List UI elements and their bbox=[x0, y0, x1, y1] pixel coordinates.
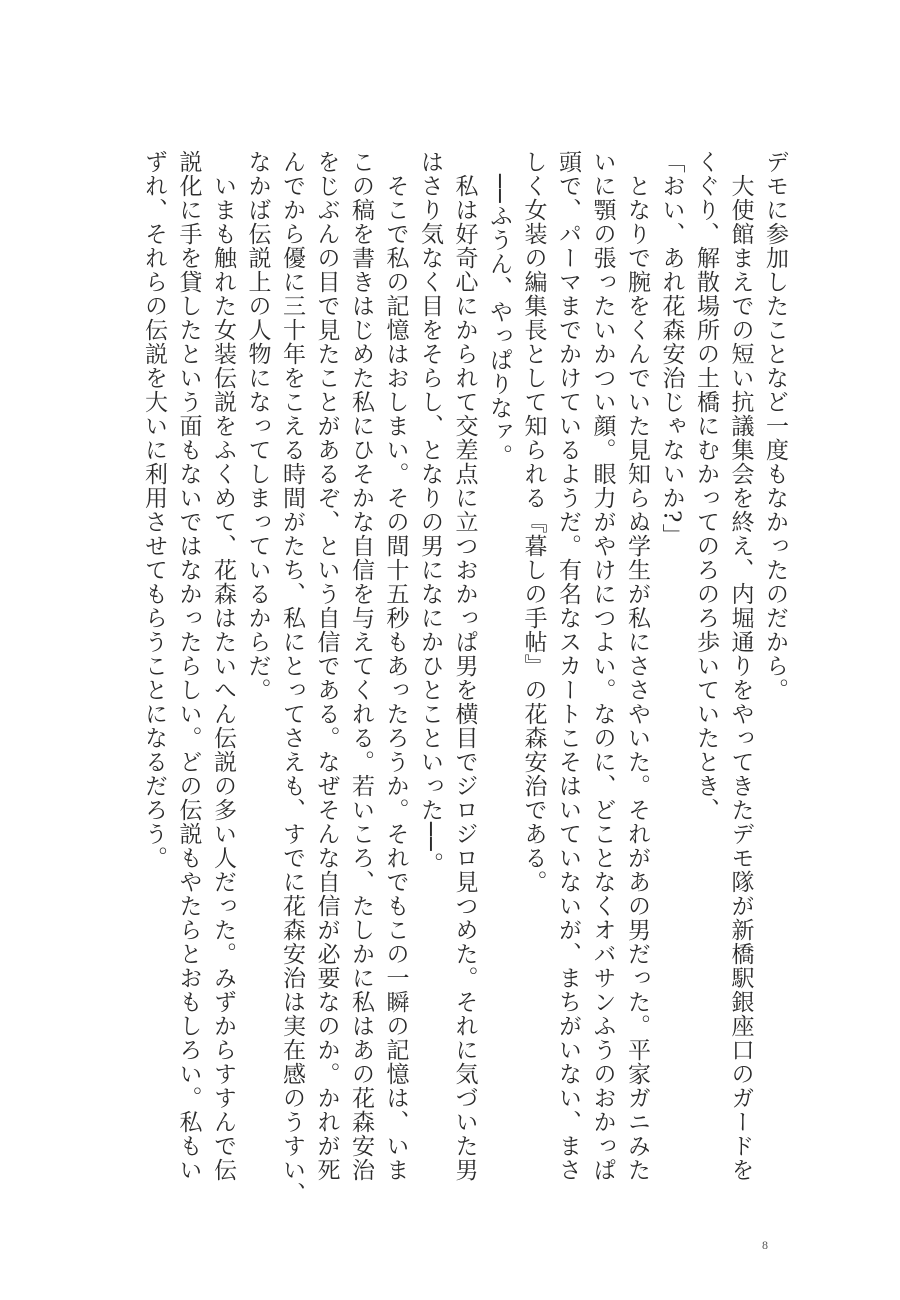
text-line: をじぶんの目で見たことがあるぞ、という自信である。なぜそんな自信が必要なのか。かれが死 bbox=[313, 150, 340, 1182]
text-line: はさり気なく目をそらし、となりの男になにかひとこといった──。 bbox=[417, 150, 443, 876]
text-line: 「おい、あれ花森安治じゃないか?」 bbox=[658, 150, 685, 548]
text-line: ずれ、それらの伝説を大いに利用させてもらうことになるだろう。 bbox=[141, 150, 167, 870]
text-line: んでから優に三十年をこえる時間がたち、私にとってさえも、すでに花森安治は実在感のうすい、 bbox=[279, 150, 305, 1206]
text-line: 大使館まえでの短い抗議集会を終え、内堀通りをやってきたデモ隊が新橋駅銀座口のガードを bbox=[727, 150, 754, 1182]
text-line: なかば伝説上の人物になってしまっているからだ。 bbox=[244, 150, 271, 702]
vertical-body-text bbox=[137, 150, 793, 1206]
text-line: 私は好奇心にかられて交差点に立つおかっぱ男を横目でジロジロ見つめた。それに気づいた男 bbox=[451, 150, 478, 1182]
text-line: いまも触れた女装伝説をふくめて、花森はたいへん伝説の多い人だった。みずからすすんで伝 bbox=[210, 150, 236, 1182]
text-line: 説化に手を貸したという面もないではなかったらしい。どの伝説もやたらとおもしろい。私もい bbox=[175, 150, 202, 1182]
text-line: ──ふうん、やっぱりなァ。 bbox=[486, 150, 512, 468]
text-line: そこで私の記憶はおしまい。その間十五秒もあったろうか。それでもこの一瞬の記憶は、いま bbox=[382, 150, 409, 1182]
text-line: この稿を書きはじめた私にひそかな自信を与えてくれる。若いころ、たしかに私はあの花森安治 bbox=[348, 150, 374, 1182]
page-number: 8 bbox=[762, 1238, 768, 1252]
text-line: いに顎の張ったいかつい顔。眼力がやけにつよい。なのに、どことなくオバサンふうのおかっぱ bbox=[589, 150, 616, 1182]
text-line: デモに参加したことなど一度もなかったのだから。 bbox=[762, 150, 788, 702]
text-line: くぐり、解散場所の土橋にむかってのろのろ歩いていたとき、 bbox=[693, 150, 719, 822]
text-line: 頭で、パーマまでかけているようだ。有名なスカートこそはいていないが、まちがいない、まさ bbox=[555, 150, 581, 1182]
text-line: しく女装の編集長として知られる『暮しの手帖』の花森安治である。 bbox=[520, 150, 547, 894]
text-line: となりで腕をくんでいた見知らぬ学生が私にささやいた。それがあの男だった。平家ガニみた bbox=[624, 150, 650, 1182]
